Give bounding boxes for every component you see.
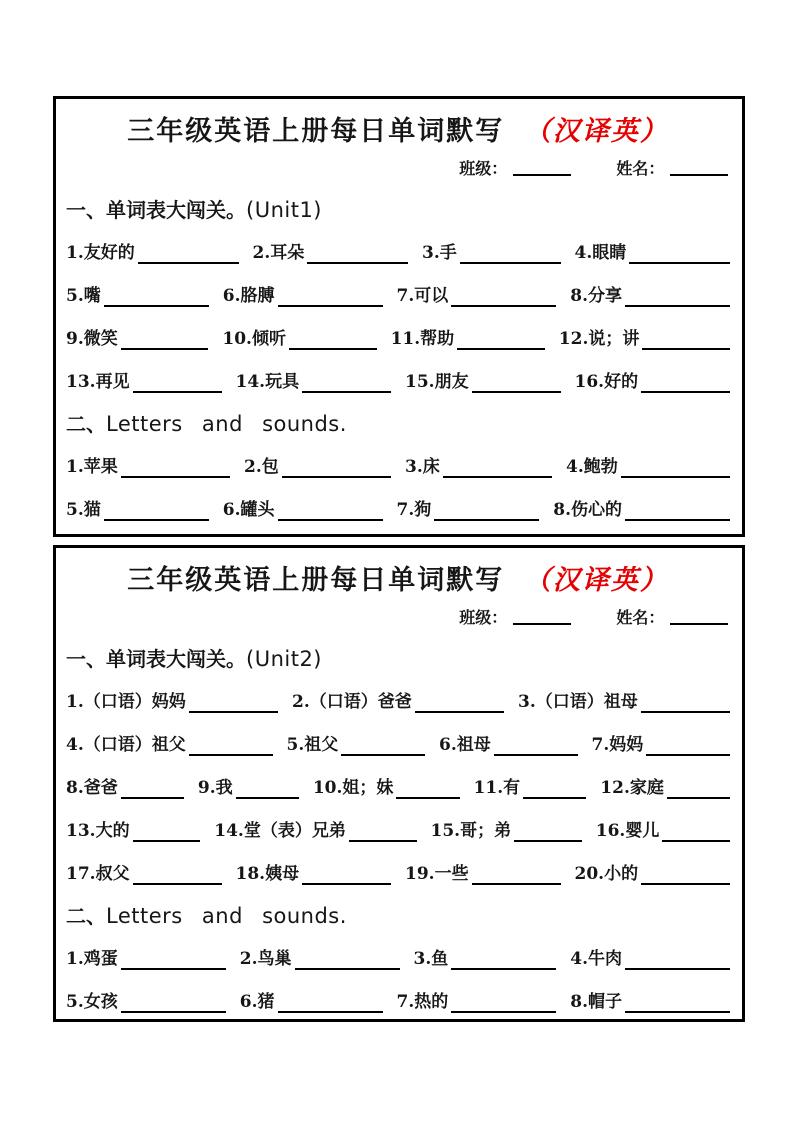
sheet-title-text: 三年级英语上册每日单词默写	[127, 565, 505, 596]
word-row	[66, 355, 730, 398]
sheet-title-note: （汉译英）	[523, 565, 669, 596]
answer-blank	[642, 345, 730, 350]
word-label: 11.帮助	[390, 329, 455, 350]
class-label: 班级：	[459, 159, 508, 178]
word-label: 5.猫	[66, 500, 101, 521]
answer-blank	[514, 837, 582, 842]
name-label: 姓名：	[616, 159, 665, 178]
answer-blank	[121, 794, 184, 799]
word-label: 16.婴儿	[595, 821, 660, 842]
word-item	[240, 950, 400, 970]
word-item	[292, 693, 504, 713]
word-item	[66, 458, 230, 478]
word-label: 17.叔父	[66, 864, 130, 885]
worksheet-unit1	[53, 96, 745, 537]
answer-blank	[641, 388, 730, 393]
word-item	[66, 501, 209, 521]
word-item	[397, 993, 557, 1013]
sheet-title	[66, 109, 730, 148]
answer-blank	[133, 880, 222, 885]
answer-blank	[278, 516, 383, 521]
word-item	[222, 330, 376, 350]
word-item	[66, 244, 239, 264]
word-item	[253, 244, 409, 264]
answer-blank	[302, 388, 391, 393]
answer-blank	[451, 1008, 556, 1013]
answer-blank	[121, 473, 230, 478]
word-label: 2.包	[244, 457, 279, 478]
word-label: 13.再见	[66, 372, 130, 393]
section-heading-cn: 一、单词表大闯关。	[66, 647, 246, 671]
word-label: 6.胳膊	[222, 286, 275, 307]
word-item	[66, 779, 184, 799]
answer-blank	[396, 794, 459, 799]
answer-blank	[621, 473, 730, 478]
word-item	[240, 993, 383, 1013]
answer-blank	[278, 1008, 383, 1013]
word-label: 3.床	[405, 457, 440, 478]
answer-blank	[451, 965, 556, 970]
word-row	[66, 483, 730, 526]
section-letters-sounds	[66, 900, 730, 1018]
answer-blank	[349, 837, 417, 842]
answer-blank	[523, 794, 586, 799]
word-item	[198, 779, 299, 799]
answer-blank	[494, 751, 578, 756]
word-item	[236, 865, 392, 885]
answer-blank	[625, 1008, 730, 1013]
answer-blank	[472, 880, 561, 885]
word-item	[518, 693, 730, 713]
word-item	[66, 865, 222, 885]
word-rows	[66, 675, 730, 890]
word-label: 8.伤心的	[553, 500, 622, 521]
word-label: 15.朋友	[405, 372, 469, 393]
sheet-title-note: （汉译英）	[523, 116, 669, 147]
word-row	[66, 312, 730, 355]
word-label: 7.热的	[396, 992, 449, 1013]
word-item	[575, 373, 731, 393]
word-item	[570, 950, 730, 970]
word-item	[287, 736, 426, 756]
section-heading-en: (Unit2)	[246, 647, 322, 671]
answer-blank	[443, 473, 552, 478]
sheet-title-text: 三年级英语上册每日单词默写	[127, 116, 505, 147]
word-label: 6.罐头	[222, 500, 275, 521]
word-item	[397, 501, 540, 521]
word-label: 6.猪	[239, 992, 275, 1013]
answer-blank	[121, 345, 209, 350]
section-word-list	[66, 194, 730, 398]
word-row	[66, 718, 730, 761]
word-label: 13.大的	[66, 821, 130, 842]
section-heading-en: (Unit1)	[246, 198, 322, 222]
word-item	[66, 822, 200, 842]
word-label: 2.耳朵	[252, 243, 305, 264]
word-label: 15.哥；弟	[430, 821, 512, 842]
answer-blank	[295, 965, 400, 970]
word-label: 14.堂（表）兄弟	[214, 821, 346, 842]
meta-row	[66, 605, 730, 633]
word-label: 1.苹果	[66, 457, 118, 478]
section-word-list	[66, 643, 730, 890]
answer-blank	[138, 259, 239, 264]
answer-blank	[341, 751, 425, 756]
answer-blank	[189, 751, 273, 756]
word-rows	[66, 932, 730, 1018]
word-label: 5.女孩	[66, 992, 118, 1013]
word-label: 2.鸟巢	[239, 949, 292, 970]
word-label: 14.玩具	[235, 372, 300, 393]
answer-blank	[641, 880, 730, 885]
word-row	[66, 847, 730, 890]
word-item	[405, 458, 552, 478]
word-row	[66, 804, 730, 847]
word-row	[66, 440, 730, 483]
word-item	[575, 244, 731, 264]
answer-blank	[278, 302, 383, 307]
class-label: 班级：	[459, 608, 508, 627]
answer-blank	[415, 708, 504, 713]
word-row	[66, 226, 730, 269]
answer-blank	[434, 516, 539, 521]
word-item	[391, 330, 545, 350]
answer-blank	[457, 345, 545, 350]
word-label: 10.姐；妹	[312, 778, 394, 799]
section-letters-sounds	[66, 408, 730, 526]
word-item	[570, 993, 730, 1013]
class-blank	[513, 623, 571, 625]
answer-blank	[133, 837, 201, 842]
word-label: 3.（口语）祖母	[518, 692, 638, 713]
answer-blank	[121, 965, 226, 970]
word-item	[66, 693, 278, 713]
answer-blank	[625, 302, 730, 307]
word-label: 8.分享	[570, 286, 622, 307]
word-label: 7.可以	[396, 286, 449, 307]
answer-blank	[472, 388, 561, 393]
word-item	[431, 822, 582, 842]
word-item	[474, 779, 587, 799]
word-label: 9.我	[197, 778, 233, 799]
worksheet-unit2	[53, 545, 745, 1022]
word-item	[414, 950, 557, 970]
answer-blank	[451, 302, 556, 307]
name-blank	[670, 623, 728, 625]
answer-blank	[189, 708, 278, 713]
section-heading	[66, 408, 730, 438]
answer-blank	[625, 965, 730, 970]
name-label: 姓名：	[616, 608, 665, 627]
word-label: 16.好的	[574, 372, 639, 393]
word-label: 10.倾听	[222, 329, 286, 350]
word-item	[66, 950, 226, 970]
word-item	[244, 458, 391, 478]
word-item	[559, 330, 730, 350]
word-label: 8.帽子	[570, 992, 622, 1013]
word-label: 20.小的	[574, 864, 639, 885]
section-heading-en: Letters and sounds.	[106, 904, 347, 928]
section-heading-en: Letters and sounds.	[106, 412, 347, 436]
word-item	[600, 779, 730, 799]
word-label: 4.鲍勃	[566, 457, 618, 478]
answer-blank	[282, 473, 391, 478]
word-label: 1.友好的	[66, 243, 135, 264]
section-heading	[66, 643, 730, 673]
section-heading-cn: 二、	[66, 412, 106, 436]
word-rows	[66, 440, 730, 526]
word-item	[422, 244, 561, 264]
answer-blank	[302, 880, 391, 885]
word-label: 1.鸡蛋	[66, 949, 118, 970]
answer-blank	[104, 516, 209, 521]
word-item	[214, 822, 416, 842]
word-row	[66, 932, 730, 975]
word-rows	[66, 226, 730, 398]
word-label: 8.爸爸	[66, 778, 118, 799]
word-item	[223, 287, 383, 307]
word-label: 4.牛肉	[570, 949, 622, 970]
word-item	[596, 822, 730, 842]
word-item	[570, 287, 730, 307]
word-label: 1.（口语）妈妈	[66, 692, 186, 713]
answer-blank	[121, 1008, 226, 1013]
word-label: 4.（口语）祖父	[66, 735, 186, 756]
meta-row	[66, 156, 730, 184]
word-row	[66, 269, 730, 312]
word-item	[553, 501, 730, 521]
word-label: 6.祖母	[439, 735, 491, 756]
word-item	[397, 287, 557, 307]
word-label: 12.家庭	[600, 778, 664, 799]
section-heading	[66, 900, 730, 930]
word-label: 2.（口语）爸爸	[292, 692, 412, 713]
word-item	[313, 779, 460, 799]
word-label: 12.说；讲	[558, 329, 640, 350]
answer-blank	[641, 708, 730, 713]
word-item	[66, 287, 209, 307]
word-item	[439, 736, 578, 756]
word-item	[66, 330, 208, 350]
word-label: 3.手	[422, 243, 457, 264]
section-heading-cn: 二、	[66, 904, 106, 928]
answer-blank	[662, 837, 730, 842]
word-label: 7.妈妈	[591, 735, 644, 756]
answer-blank	[460, 259, 561, 264]
word-item	[236, 373, 392, 393]
word-item	[405, 865, 561, 885]
word-label: 9.微笑	[66, 329, 118, 350]
section-heading-cn: 一、单词表大闯关。	[66, 198, 246, 222]
section-heading	[66, 194, 730, 224]
word-item	[575, 865, 731, 885]
answer-blank	[625, 516, 730, 521]
word-label: 4.眼睛	[574, 243, 627, 264]
answer-blank	[133, 388, 222, 393]
word-item	[566, 458, 730, 478]
answer-blank	[236, 794, 299, 799]
word-row	[66, 675, 730, 718]
word-item	[66, 736, 273, 756]
word-label: 5.嘴	[66, 286, 101, 307]
word-label: 11.有	[473, 778, 521, 799]
word-item	[66, 373, 222, 393]
word-item	[223, 501, 383, 521]
word-item	[405, 373, 561, 393]
word-label: 19.一些	[405, 864, 469, 885]
answer-blank	[289, 345, 377, 350]
word-label: 3.鱼	[413, 949, 449, 970]
sheet-title	[66, 558, 730, 597]
name-blank	[670, 174, 728, 176]
word-label: 18.姨母	[235, 864, 300, 885]
word-label: 5.祖父	[286, 735, 339, 756]
answer-blank	[629, 259, 730, 264]
answer-blank	[646, 751, 730, 756]
word-item	[592, 736, 731, 756]
word-row	[66, 761, 730, 804]
answer-blank	[104, 302, 209, 307]
word-row	[66, 975, 730, 1018]
answer-blank	[667, 794, 730, 799]
class-blank	[513, 174, 571, 176]
answer-blank	[307, 259, 408, 264]
word-label: 7.狗	[396, 500, 432, 521]
word-item	[66, 993, 226, 1013]
